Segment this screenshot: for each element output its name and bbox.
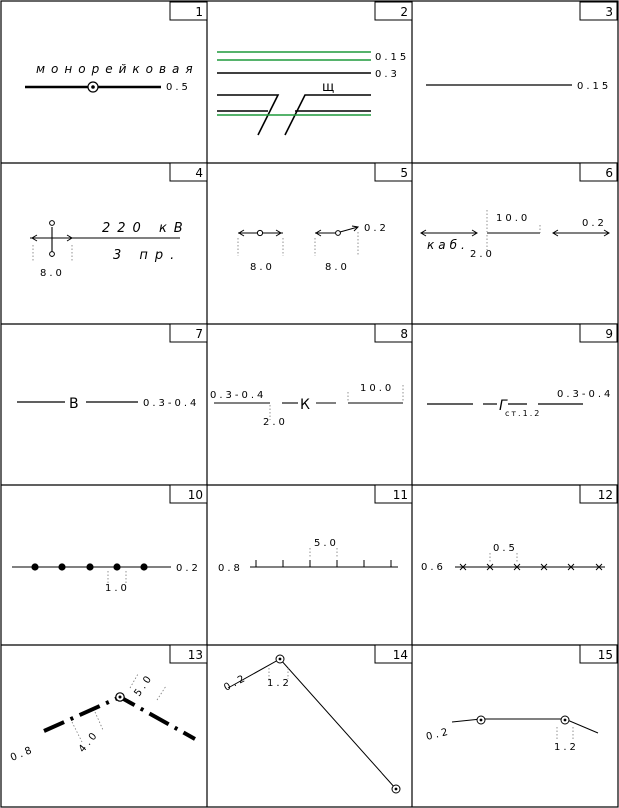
barbed-fence-value-left: 0.6 (421, 562, 446, 573)
boundary14-value-mid: 1.2 (267, 678, 292, 689)
cell-number-8: 8 (400, 327, 408, 341)
sewer-value-left: 0.3-0.4 (210, 390, 267, 401)
boundary15-value-mid: 1.2 (554, 742, 579, 753)
post-icon (31, 563, 38, 570)
line-letter: щ (322, 80, 335, 95)
symbol-power-line (30, 221, 190, 279)
symbol-boundary-line-15 (425, 716, 598, 753)
cell-number-3: 3 (605, 5, 613, 19)
cell-number-10: 10 (187, 488, 203, 502)
cell-number-4: 4 (195, 166, 203, 180)
tick-fence-value-top: 5.0 (314, 538, 339, 549)
symbol-road-lines (217, 52, 409, 135)
gas-letter: Г (499, 398, 507, 414)
sewer-value-right: 10.0 (360, 383, 395, 394)
symbol-boundary-line-14 (222, 655, 400, 793)
symbol-thin-line (426, 81, 611, 92)
power-line-dim: 8.0 (40, 268, 65, 279)
symbol-water-line (17, 396, 199, 412)
water-line-value: 0.3-0.4 (143, 398, 200, 409)
cable-dim: 2.0 (470, 249, 495, 260)
sewer-letter: К (300, 397, 310, 413)
boundary15-value-left: 0.2 (425, 726, 452, 743)
tick-fence-value-left: 0.8 (218, 563, 243, 574)
monorail-value: 0.5 (166, 82, 191, 93)
comm-line-dim-right: 8.0 (325, 262, 350, 273)
gas-sub: ст.1.2 (505, 409, 542, 418)
post-icon (140, 563, 147, 570)
cell-number-14: 14 (392, 648, 408, 662)
fence-dim: 1.0 (105, 583, 130, 594)
power-line-label-bottom: 3 пр. (113, 248, 182, 263)
boundary-value-mid: 4.0 (76, 728, 102, 755)
post-icon (113, 563, 120, 570)
symbol-gas-line (427, 389, 613, 418)
line-value-top: 0.15 (375, 52, 410, 63)
cell-number-1: 1 (195, 5, 203, 19)
symbol-cable-line (421, 210, 609, 260)
symbol-dashdot-boundary (9, 672, 195, 764)
post-icon (86, 563, 93, 570)
boundary14-value-left: 0.2 (222, 672, 250, 694)
cell-number-12: 12 (597, 488, 613, 502)
cell-number-6: 6 (605, 166, 613, 180)
cell-number-13: 13 (187, 648, 203, 662)
symbol-sewer-line (210, 383, 403, 428)
comm-line-value: 0.2 (364, 223, 389, 234)
sewer-dim: 2.0 (263, 417, 288, 428)
boundary-value-left: 0.8 (9, 744, 37, 764)
monorail-label: монорейковая (36, 62, 199, 76)
cell-number-11: 11 (392, 488, 408, 502)
symbol-monorail (25, 62, 199, 93)
power-line-label-top: 220 кВ (102, 221, 190, 236)
comm-line-dim-left: 8.0 (250, 262, 275, 273)
line-value-mid: 0.3 (375, 69, 400, 80)
cell-number-15: 15 (597, 648, 613, 662)
cable-label: каб. (427, 238, 469, 252)
cable-value-mid: 10.0 (496, 213, 531, 224)
symbol-tick-fence (218, 538, 398, 574)
fence-value: 0.2 (176, 563, 201, 574)
water-line-letter: В (69, 396, 79, 412)
cell-number-5: 5 (400, 166, 408, 180)
symbol-communication-line (238, 223, 389, 273)
symbol-barbed-fence (421, 543, 605, 573)
boundary-value-right: 5.0 (132, 672, 156, 699)
cable-value-right: 0.2 (582, 218, 607, 229)
symbol-dotted-fence (12, 563, 201, 594)
cell-number-9: 9 (605, 327, 613, 341)
barbed-fence-value-top: 0.5 (493, 543, 518, 554)
cell-number-7: 7 (195, 327, 203, 341)
thin-line-value: 0.15 (577, 81, 612, 92)
post-icon (58, 563, 65, 570)
gas-value: 0.3-0.4 (557, 389, 614, 400)
cell-number-2: 2 (400, 5, 408, 19)
